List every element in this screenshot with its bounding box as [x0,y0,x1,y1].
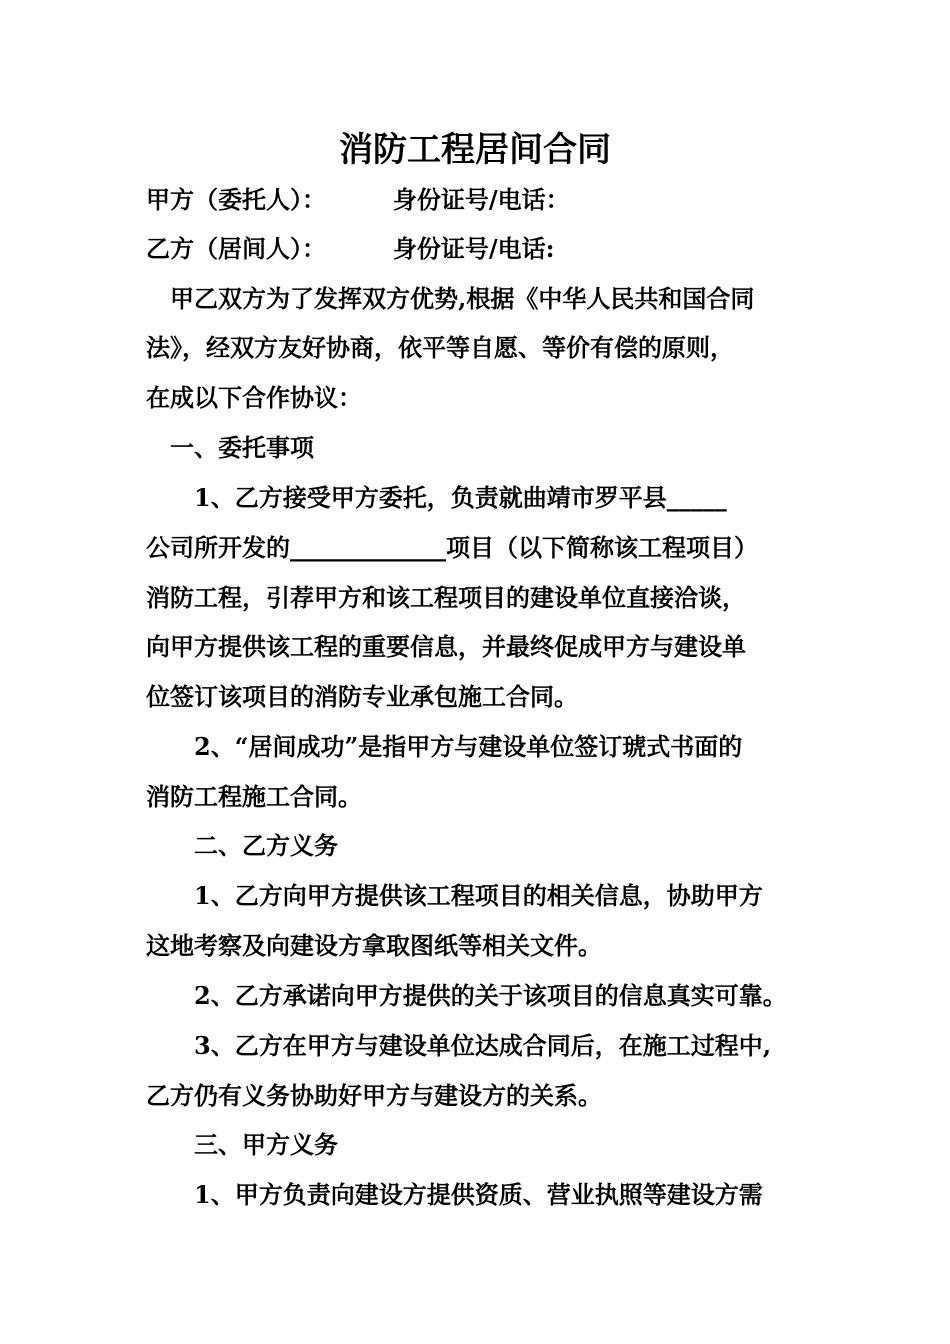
clause-line: 公司所开发的_____________项目（以下简称该工程项目） [146,533,758,562]
clause-line: 乙方仍有义务协助好甲方与建设方的关系。 [146,1081,602,1110]
party-b-line: 乙方（居间人）： 身份证号/电话: [146,234,555,263]
clause-line: 1、甲方负责向建设方提供资质、营业执照等建设方需 [194,1180,763,1209]
clause-line: 这地考察及向建设方拿取图纸等相关文件。 [146,931,602,960]
clause-line: 消防工程，引荐甲方和该工程项目的建设单位直接洽谈， [146,583,746,612]
party-a-line: 甲方（委托人）： 身份证号/电话： [146,185,570,214]
document-title: 消防工程居间合同 [339,130,611,170]
clause-line: 2、乙方承诺向甲方提供的关于该项目的信息真实可靠。 [194,981,787,1010]
section-heading: 二、乙方义务 [194,831,338,860]
clause-line: 消防工程施工合同。 [146,782,362,811]
clause-line: 1、乙方向甲方提供该工程项目的相关信息，协助甲方 [194,881,763,910]
clause-line: 2、“居间成功”是指甲方与建设单位签订琥式书面的 [194,732,743,761]
preamble-line: 甲乙双方为了发挥双方优势,根据《中华人民共和国合同 [170,284,755,313]
preamble-line: 法》，经双方友好协商，依平等自愿、等价有偿的原则， [146,333,734,362]
section-heading: 三、甲方义务 [194,1130,338,1159]
section-heading: 一、委托事项 [170,433,314,462]
clause-line: 位签订该项目的消防专业承包施工合同。 [146,682,578,711]
preamble-line: 在成以下合作协议： [146,383,362,412]
clause-line: 3、乙方在甲方与建设单位达成合同后，在施工过程中, [194,1031,772,1060]
clause-line: 向甲方提供该工程的重要信息，并最终促成甲方与建设单 [146,632,746,661]
clause-line: 1、乙方接受甲方委托，负责就曲靖市罗平县_____ [194,483,727,512]
